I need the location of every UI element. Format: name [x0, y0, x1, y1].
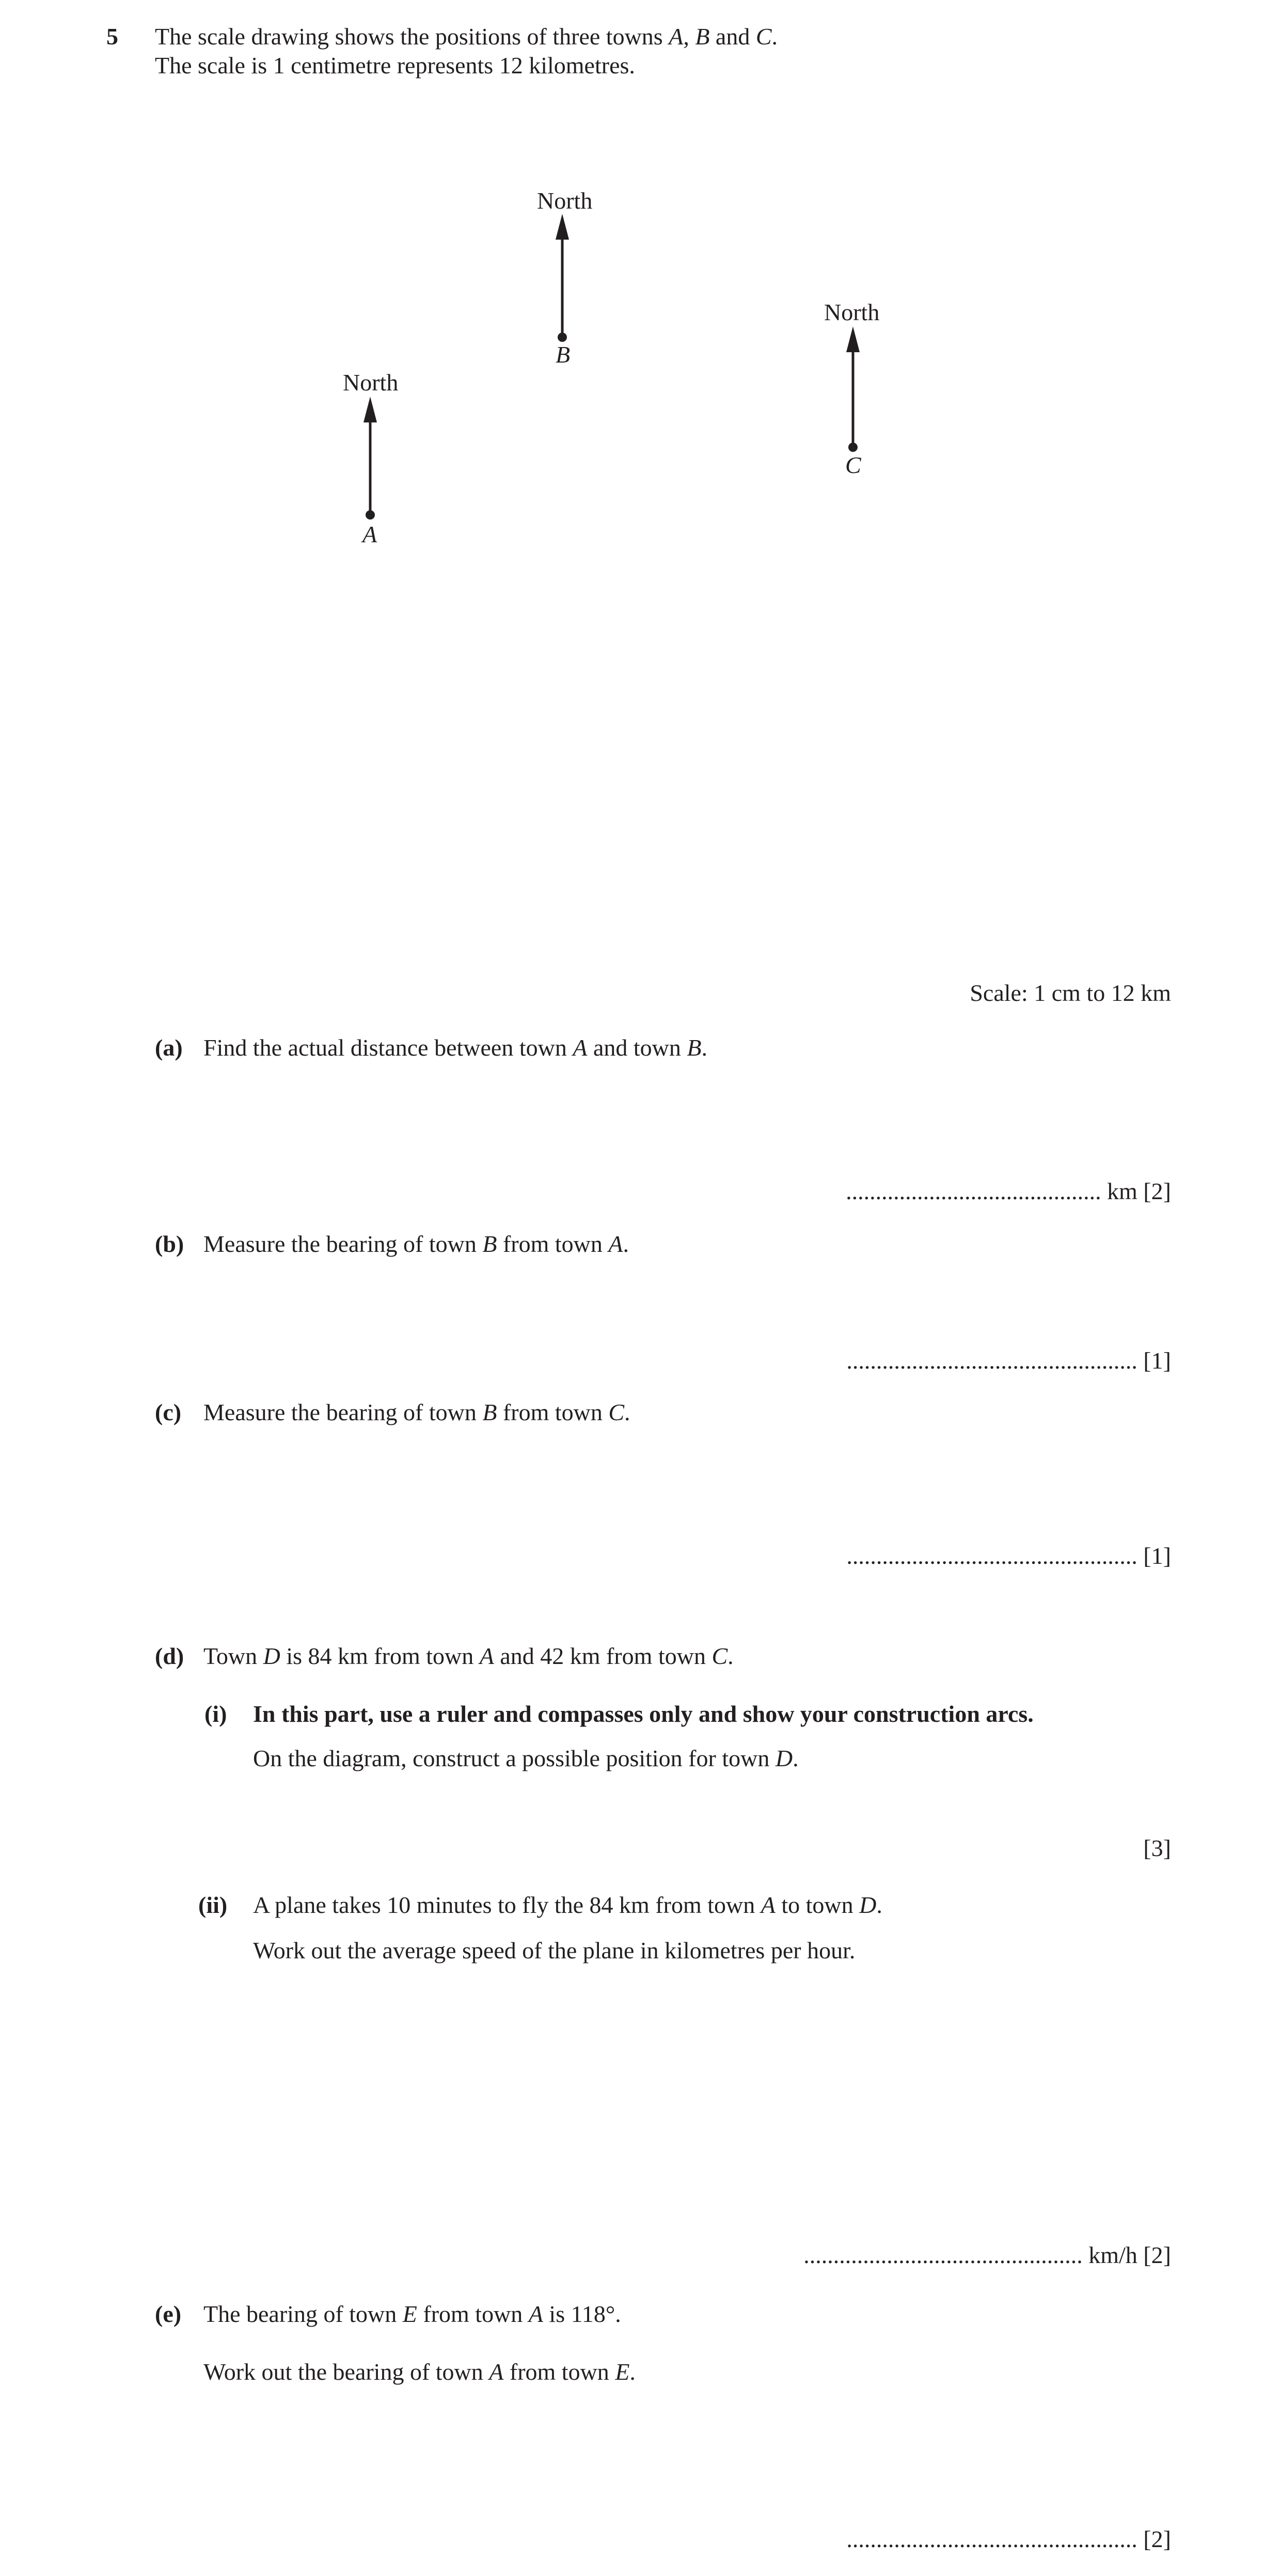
north-arrow-b — [556, 214, 569, 342]
part-d-ii-text: A plane takes 10 minutes to fly the 84 km from town A to town D. — [253, 1892, 882, 1918]
question-intro-line1: The scale drawing shows the positions of three towns A, B and C. — [155, 23, 778, 50]
part-d-ii-label: (ii) — [198, 1892, 228, 1918]
part-c-answer-line[interactable]: ................................................. [1] — [846, 1543, 1171, 1569]
north-arrow-c — [846, 326, 860, 452]
part-d-i-text: On the diagram, construct a possible position for town D. — [253, 1745, 799, 1771]
part-d-label: (d) — [155, 1643, 184, 1669]
part-b-answer-line[interactable]: ................................................. [1] — [846, 1347, 1171, 1374]
north-label-b: North — [537, 187, 593, 214]
part-a-label: (a) — [155, 1034, 183, 1061]
part-d-i-instruction: In this part, use a ruler and compasses only and show your construction arcs. — [253, 1701, 1034, 1727]
part-d-i-marks: [3] — [1143, 1835, 1171, 1861]
part-e-text2: Work out the bearing of town A from town E. — [203, 2359, 636, 2385]
part-c-label: (c) — [155, 1399, 182, 1425]
town-b-label: B — [556, 341, 571, 368]
question-intro-line2: The scale is 1 centimetre represents 12 kilometres. — [155, 52, 635, 78]
part-a-text: Find the actual distance between town A and town B. — [203, 1034, 707, 1061]
town-c-point — [848, 443, 858, 452]
north-arrow-a — [363, 397, 377, 520]
part-e-text: The bearing of town E from town A is 118°. — [203, 2301, 621, 2327]
town-c-label: C — [845, 452, 861, 478]
north-label-a: North — [343, 369, 399, 396]
part-d-ii-answer-line[interactable]: ............................................... km/h [2] — [803, 2242, 1171, 2268]
question-number: 5 — [106, 23, 118, 50]
part-d-i-label: (i) — [204, 1701, 227, 1727]
part-e-answer-line[interactable]: ................................................. [2] — [846, 2526, 1171, 2552]
part-a-answer-line[interactable]: ........................................... km [2] — [846, 1178, 1171, 1204]
north-label-c: North — [824, 299, 880, 325]
town-a-label: A — [362, 521, 377, 547]
scale-text: Scale: 1 cm to 12 km — [970, 980, 1171, 1006]
scale-diagram — [0, 0, 1281, 568]
part-c-text: Measure the bearing of town B from town C. — [203, 1399, 630, 1425]
town-a-point — [366, 510, 375, 520]
part-d-text: Town D is 84 km from town A and 42 km from town C. — [203, 1643, 734, 1669]
part-b-text: Measure the bearing of town B from town A. — [203, 1231, 629, 1257]
part-d-ii-text2: Work out the average speed of the plane in kilometres per hour. — [253, 1937, 856, 1964]
part-b-label: (b) — [155, 1231, 184, 1257]
part-e-label: (e) — [155, 2301, 182, 2327]
